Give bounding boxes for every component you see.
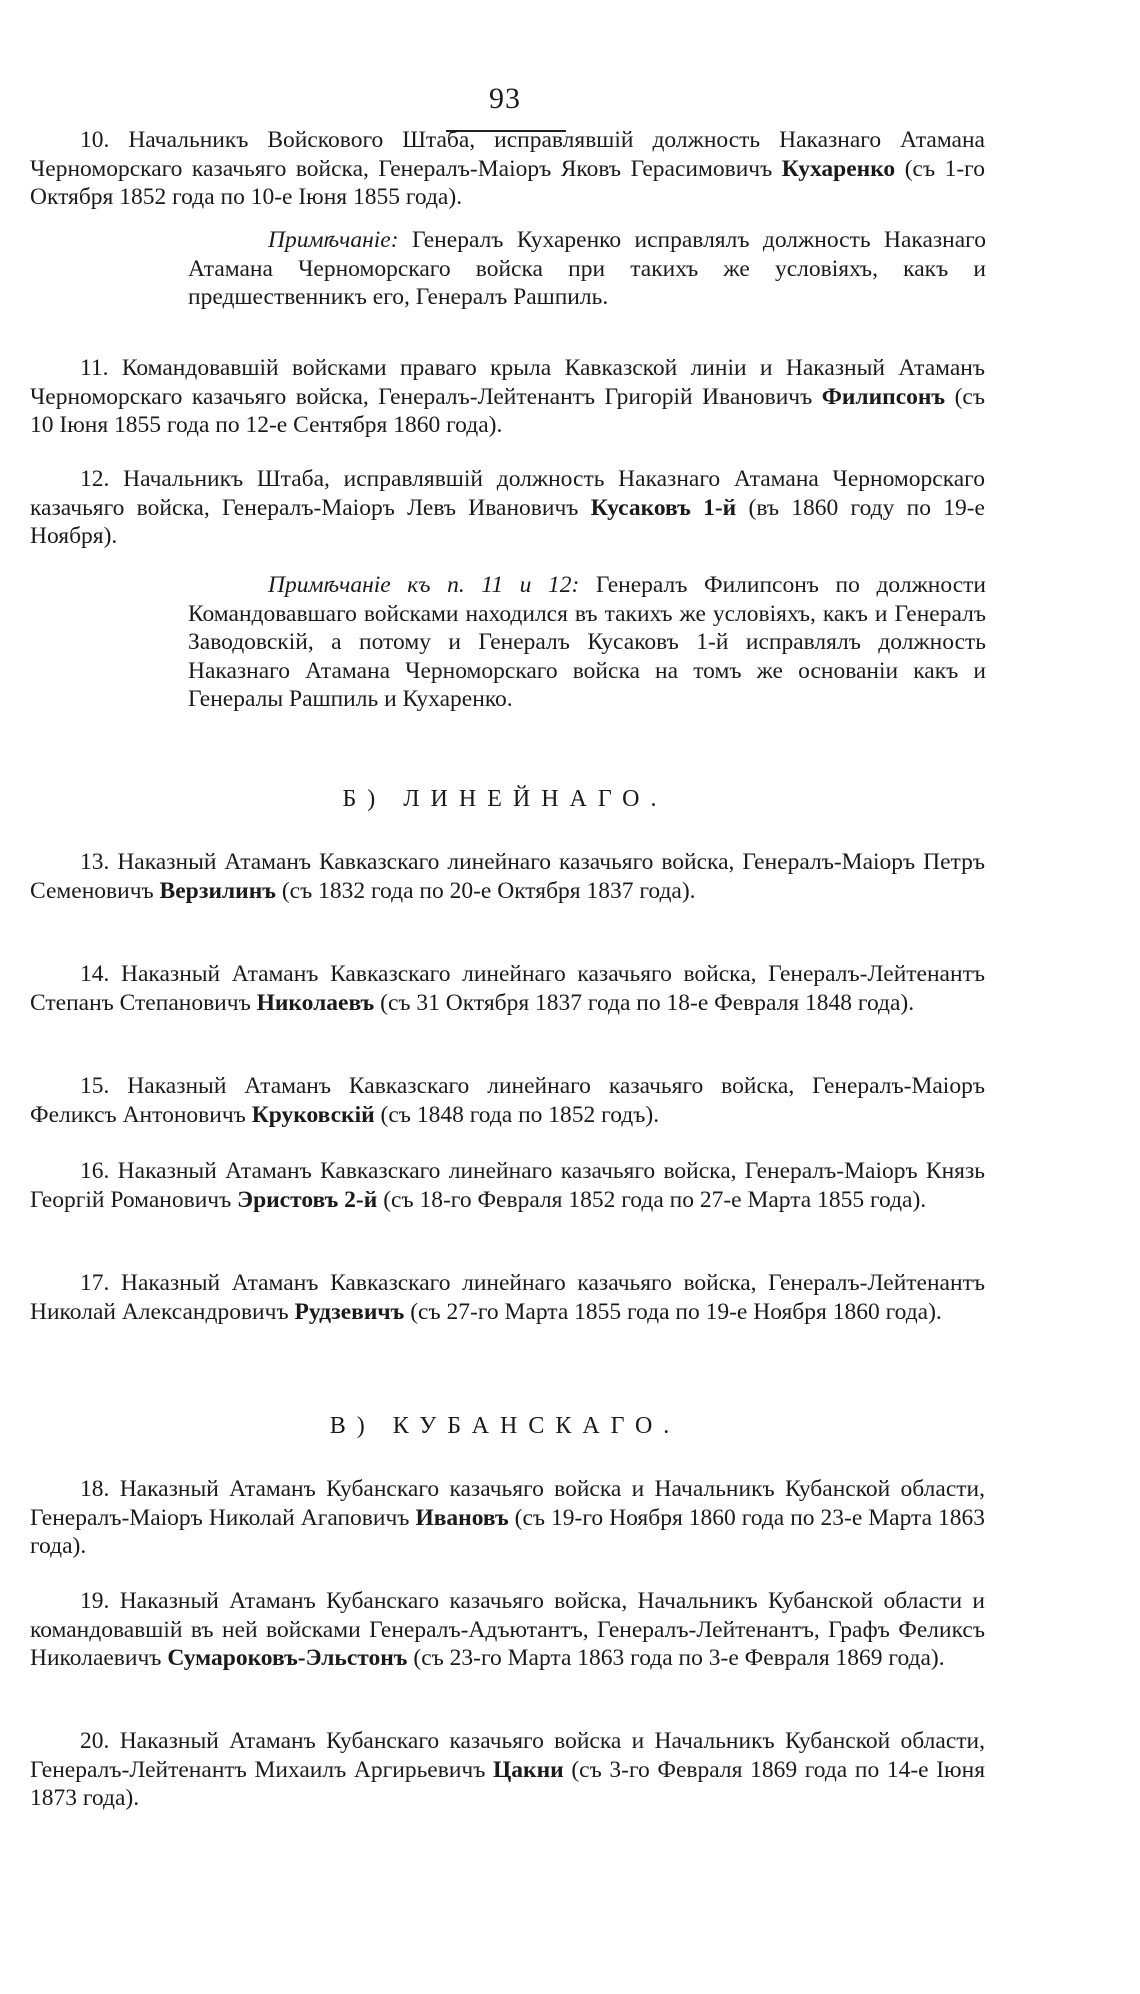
entry-18-surname: Ивановъ [415, 1504, 509, 1531]
entry-20-lead: 20. Наказный Атаманъ Кубанскаго казачьяго войска и Начальникъ Кубанской области, Генералъ-Лейтенантъ Михаилъ Аргирьевичъ [30, 1728, 985, 1783]
entry-15-lead: 15. Наказный Атаманъ Кавказскаго линейнаго казачьяго войска, Генералъ-Маіоръ Феликсъ Антоновичъ [30, 1073, 985, 1128]
entry-20-surname: Цакни [493, 1756, 564, 1783]
entry-12 [30, 465, 985, 551]
entry-14 [30, 960, 985, 1017]
note-2 [188, 571, 986, 714]
entry-16 [30, 1157, 985, 1214]
entry-14-surname: Николаевъ [256, 989, 375, 1016]
entry-18-lead: 18. Наказный Атаманъ Кубанскаго казачьяго войска и Начальникъ Кубанской области, Генералъ-Маіоръ Николай Агаповичъ [30, 1476, 985, 1531]
entry-18 [30, 1475, 985, 1561]
entry-10-surname: Кухаренко [781, 155, 896, 182]
entry-12-surname: Кусаковъ 1-й [590, 494, 737, 521]
entry-12-lead: 12. Начальникъ Штаба, исправлявшій должность Наказнаго Атамана Черноморскаго казачьяго войска, Генералъ-Маіоръ Левъ Ивановичъ [30, 466, 985, 521]
note-2-label: Примѣчаніе къ п. 11 и 12: [268, 572, 580, 598]
entry-10-lead: 10. Начальникъ Войскового Штаба, исправлявшій должность Наказнаго Атамана Черноморскаго казачьяго войска, Генералъ-Маіоръ Яковъ Герасимовичъ [30, 127, 985, 182]
entry-20 [30, 1727, 985, 1813]
entry-11-surname: Филипсонъ [821, 383, 946, 410]
entry-17 [30, 1269, 985, 1326]
note-1 [188, 226, 986, 312]
entry-15-tail: (съ 1848 года по 1852 годъ). [374, 1101, 660, 1128]
entry-19 [30, 1587, 985, 1673]
entry-11-tail: (съ 10 Іюня 1855 года по 12-е Сентября 1860 года). [30, 383, 985, 438]
entry-19-lead: 19. Наказный Атаманъ Кубанскаго казачьяго войска, Начальникъ Кубанской области и командовавшій въ ней войсками Генералъ-Адъютантъ, Генералъ-Лейтенантъ, Графъ Феликсъ Николаевичъ [30, 1588, 985, 1671]
entry-19-tail: (съ 23-го Марта 1863 года по 3-е Февраля 1869 года). [407, 1645, 945, 1671]
entry-16-lead: 16. Наказный Атаманъ Кавказскаго линейнаго казачьяго войска, Генералъ-Маіоръ Князь Георгій Романовичъ [30, 1158, 985, 1213]
entry-19-surname: Сумароковъ-Эльстонъ [167, 1645, 408, 1671]
entry-13 [30, 848, 985, 905]
entry-15-surname: Круковскій [251, 1101, 375, 1128]
note-1-label: Примѣчаніе: [268, 227, 399, 253]
entry-20-tail: (съ 3-го Февраля 1869 года по 14-е Іюня 1873 года). [30, 1756, 986, 1811]
entry-18-tail: (съ 19-го Ноября 1860 года по 23-е Марта 1863 года). [30, 1504, 986, 1559]
entry-13-lead: 13. Наказный Атаманъ Кавказскаго линейнаго казачьяго войска, Генералъ-Маіоръ Петръ Семеновичъ [30, 849, 985, 904]
entry-17-lead: 17. Наказный Атаманъ Кавказскаго линейнаго казачьяго войска, Генералъ-Лейтенантъ Николай Александровичъ [30, 1270, 985, 1325]
section-heading-kubanskago: В) КУБАНСКАГО. [329, 1413, 681, 1439]
entry-14-tail: (съ 31 Октября 1837 года по 18-е Февраля 1848 года). [374, 989, 915, 1016]
entry-14-lead: 14. Наказный Атаманъ Кавказскаго линейнаго казачьяго войска, Генералъ-Лейтенантъ Степанъ Степановичъ [30, 961, 985, 1016]
entry-13-surname: Верзилинъ [159, 877, 276, 904]
entry-11-lead: 11. Командовавшій войсками праваго крыла Кавказской линіи и Наказный Атаманъ Черноморскаго казачьяго войска, Генералъ-Лейтенантъ Григорій Ивановичъ [30, 355, 985, 410]
entry-12-tail: (въ 1860 году по 19-е Ноября). [30, 494, 985, 549]
page-number: 93 [489, 82, 521, 115]
entry-13-tail: (съ 1832 года по 20-е Октября 1837 года). [275, 877, 696, 904]
entry-15 [30, 1072, 985, 1129]
note-1-text: Генералъ Кухаренко исправлялъ должность Наказнаго Атамана Черноморскаго войска при такихъ же условіяхъ, какъ и предшественникъ его, Генералъ Рашпиль. [188, 227, 986, 310]
entry-11 [30, 354, 985, 440]
note-2-text: Генералъ Филипсонъ по должности Командовавшаго войсками находился въ такихъ же условіяхъ, какъ и Генералъ Заводовскій, а потому и Генералъ Кусаковъ 1-й исправлялъ должность Наказнаго Атамана Черноморскаго войска на томъ же основаніи какъ и Генералы Рашпиль и Кухаренко. [188, 572, 986, 712]
entry-16-tail: (съ 18-го Февраля 1852 года по 27-е Марта 1855 года). [377, 1186, 927, 1213]
section-heading-lineinago: Б) ЛИНЕЙНАГО. [342, 786, 668, 812]
entry-16-surname: Эристовъ 2-й [237, 1186, 378, 1213]
entry-10-tail: (съ 1-го Октября 1852 года по 10-е Іюня 1855 года). [30, 155, 985, 210]
entry-10 [30, 126, 985, 212]
entry-17-surname: Рудзевичъ [294, 1298, 405, 1325]
entry-17-tail: (съ 27-го Марта 1855 года по 19-е Ноября 1860 года). [404, 1298, 942, 1325]
